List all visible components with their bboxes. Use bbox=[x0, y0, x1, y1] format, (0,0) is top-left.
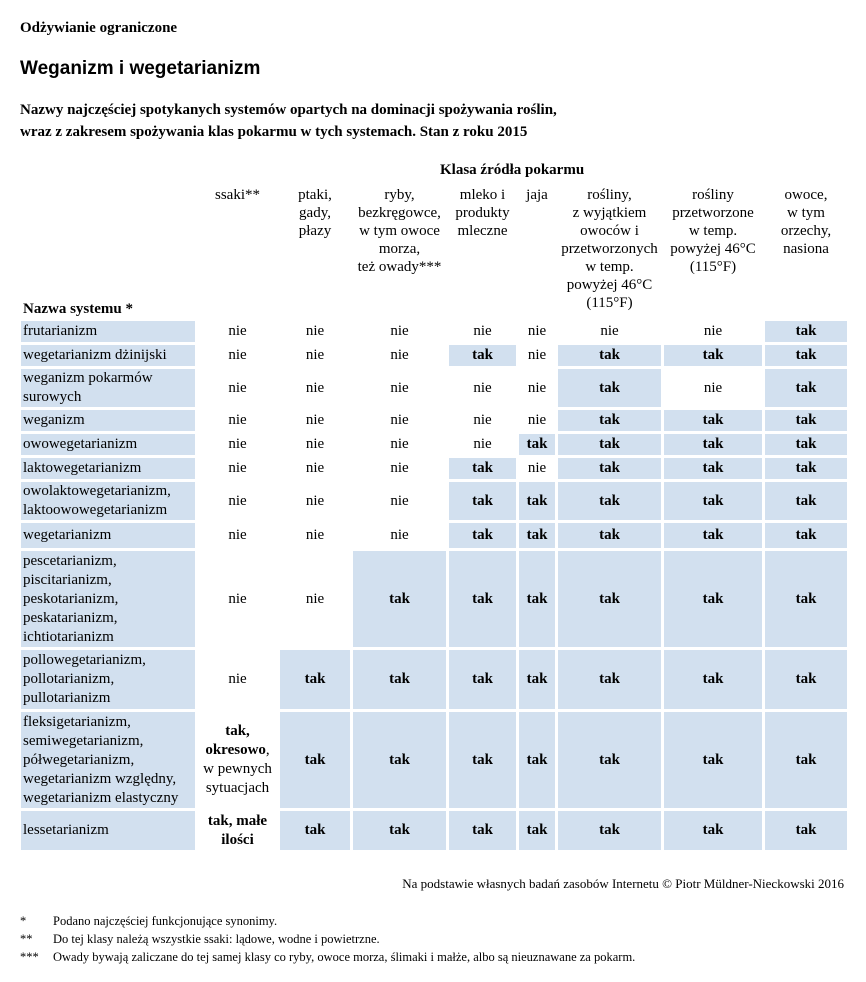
table-cell: tak bbox=[519, 551, 555, 647]
table-cell: tak bbox=[519, 811, 555, 850]
table-row bbox=[21, 551, 847, 647]
table-cell: tak bbox=[449, 811, 516, 850]
system-name: wegetarianizm dżinijski bbox=[21, 345, 195, 366]
table-cell: nie bbox=[449, 410, 516, 431]
table-cell: tak bbox=[519, 650, 555, 709]
column-header: owoce, w tym orzechy, nasiona bbox=[780, 187, 832, 257]
table-cell: tak bbox=[664, 811, 762, 850]
table-cell: tak bbox=[353, 712, 446, 808]
footnote-mark: ** bbox=[20, 932, 33, 946]
table-cell: tak bbox=[664, 712, 762, 808]
footnote-text: Podano najczęściej funkcjonujące synonimy. bbox=[53, 914, 278, 928]
table-cell: nie bbox=[280, 369, 350, 407]
column-header: ptaki, gady, płazy bbox=[298, 187, 332, 239]
footnote-text: Do tej klasy należą wszystkie ssaki: lądowe, wodne i powietrzne. bbox=[53, 932, 380, 946]
table-cell: nie bbox=[280, 434, 350, 455]
table-cell: tak bbox=[765, 650, 847, 709]
table-cell: tak bbox=[558, 712, 661, 808]
table-cell: nie bbox=[280, 410, 350, 431]
table-cell: nie bbox=[198, 551, 277, 647]
table-cell: tak bbox=[664, 410, 762, 431]
footnotes bbox=[20, 912, 635, 966]
column-header-name: Nazwa systemu * bbox=[23, 301, 133, 317]
system-name: owolaktowegetarianizm, laktoowowegetarianizm bbox=[21, 482, 195, 520]
table-cell: tak, okresowo, w pewnych sytuacjach bbox=[198, 712, 277, 808]
table-cell: tak bbox=[449, 458, 516, 479]
table-cell: tak bbox=[765, 434, 847, 455]
table-cell: tak bbox=[449, 551, 516, 647]
table-cell: nie bbox=[558, 321, 661, 342]
table-cell: nie bbox=[198, 345, 277, 366]
table-cell: tak bbox=[353, 811, 446, 850]
table-cell: nie bbox=[353, 345, 446, 366]
table-cell: tak bbox=[765, 551, 847, 647]
table-row bbox=[21, 345, 847, 366]
diet-table bbox=[18, 183, 850, 853]
table-cell: nie bbox=[280, 523, 350, 548]
table-row bbox=[21, 434, 847, 455]
table-cell: tak bbox=[558, 369, 661, 407]
table-cell: nie bbox=[198, 458, 277, 479]
table-cell: nie bbox=[198, 523, 277, 548]
table-cell: tak bbox=[449, 482, 516, 520]
column-header: jaja bbox=[526, 187, 548, 203]
table-cell: tak bbox=[765, 482, 847, 520]
table-cell: tak bbox=[664, 551, 762, 647]
table-row bbox=[21, 482, 847, 520]
column-header: ryby, bezkręgowce, w tym owoce morza, też owady*** bbox=[357, 187, 442, 275]
table-row bbox=[21, 811, 847, 850]
table-cell: nie bbox=[353, 369, 446, 407]
system-name: laktowegetarianizm bbox=[21, 458, 195, 479]
table-cell: tak bbox=[664, 650, 762, 709]
table-cell: nie bbox=[519, 345, 555, 366]
table-cell: nie bbox=[198, 410, 277, 431]
table-cell: nie bbox=[449, 321, 516, 342]
table-cell: tak bbox=[519, 712, 555, 808]
table-cell: nie bbox=[280, 321, 350, 342]
table-cell: tak bbox=[449, 345, 516, 366]
table-row bbox=[21, 458, 847, 479]
table-row bbox=[21, 410, 847, 431]
column-header: rośliny, z wyjątkiem owoców i przetworzonych w temp. powyżej 46°C (115°F) bbox=[561, 187, 658, 311]
table-cell: nie bbox=[353, 482, 446, 520]
table-cell: tak bbox=[558, 551, 661, 647]
table-row bbox=[21, 369, 847, 407]
table-cell: tak bbox=[664, 523, 762, 548]
table-cell: tak bbox=[664, 434, 762, 455]
table-cell: tak bbox=[280, 650, 350, 709]
table-cell: nie bbox=[198, 482, 277, 520]
table-caption bbox=[20, 99, 557, 143]
table-row bbox=[21, 650, 847, 709]
table-cell: nie bbox=[664, 321, 762, 342]
table-cell: tak bbox=[558, 482, 661, 520]
column-header: ssaki** bbox=[215, 187, 260, 203]
table-cell: tak bbox=[765, 811, 847, 850]
table-cell: tak bbox=[558, 434, 661, 455]
table-cell: nie bbox=[280, 551, 350, 647]
table-cell: tak bbox=[765, 410, 847, 431]
table-cell: tak bbox=[558, 523, 661, 548]
table-cell: tak bbox=[558, 458, 661, 479]
system-name: pollowegetarianizm, pollotarianizm, pullotarianizm bbox=[21, 650, 195, 709]
table-cell: tak bbox=[765, 458, 847, 479]
system-name: lessetarianizm bbox=[21, 811, 195, 850]
table-cell: tak bbox=[353, 551, 446, 647]
table-cell: nie bbox=[198, 369, 277, 407]
table-row bbox=[21, 712, 847, 808]
table-cell: tak bbox=[558, 345, 661, 366]
system-name: fleksigetarianizm, semiwegetarianizm, półwegetarianizm, wegetarianizm względny, wegetarianizm elastyczny bbox=[21, 712, 195, 808]
footnote bbox=[20, 948, 635, 966]
table-cell: tak bbox=[664, 482, 762, 520]
system-name: frutarianizm bbox=[21, 321, 195, 342]
system-name: weganizm bbox=[21, 410, 195, 431]
table-cell: nie bbox=[519, 369, 555, 407]
table-cell: tak bbox=[449, 650, 516, 709]
table-cell: nie bbox=[519, 458, 555, 479]
table-cell: tak bbox=[664, 345, 762, 366]
table-row bbox=[21, 321, 847, 342]
page-title: Weganizm i wegetarianizm bbox=[20, 58, 261, 79]
column-header: rośliny przetworzone w temp. powyżej 46°C (115°F) bbox=[670, 187, 756, 275]
column-header: mleko i produkty mleczne bbox=[455, 187, 510, 239]
table-cell: tak bbox=[765, 369, 847, 407]
table-cell: tak bbox=[280, 811, 350, 850]
table-cell: nie bbox=[280, 345, 350, 366]
table-row bbox=[21, 523, 847, 548]
table-cell: tak bbox=[353, 650, 446, 709]
table-cell: nie bbox=[198, 434, 277, 455]
table-cell: nie bbox=[280, 482, 350, 520]
table-cell: tak, małe ilości bbox=[198, 811, 277, 850]
table-cell: nie bbox=[353, 458, 446, 479]
footnote bbox=[20, 930, 635, 948]
table-cell: nie bbox=[449, 369, 516, 407]
footnote-mark: *** bbox=[20, 950, 39, 964]
table-cell: nie bbox=[664, 369, 762, 407]
section-overline: Odżywianie ograniczone bbox=[20, 20, 178, 36]
table-cell: nie bbox=[449, 434, 516, 455]
system-name: pescetarianizm, piscitarianizm, peskotarianizm, peskatarianizm, ichtiotarianizm bbox=[21, 551, 195, 647]
table-cell: tak bbox=[765, 712, 847, 808]
table-cell: nie bbox=[519, 321, 555, 342]
table-cell: tak bbox=[280, 712, 350, 808]
footnote-text: Owady bywają zaliczane do tej samej klasy co ryby, owoce morza, ślimaki i małże, albo są nieuznawane za pokarm. bbox=[53, 950, 636, 964]
table-cell: tak bbox=[519, 434, 555, 455]
system-name: weganizm pokarmów surowych bbox=[21, 369, 195, 407]
table-cell: nie bbox=[353, 434, 446, 455]
table-cell: tak bbox=[664, 458, 762, 479]
group-header: Klasa źródła pokarmu bbox=[440, 162, 585, 178]
table-cell: tak bbox=[558, 410, 661, 431]
table-cell: tak bbox=[519, 482, 555, 520]
system-name: wegetarianizm bbox=[21, 523, 195, 548]
caption-line: wraz z zakresem spożywania klas pokarmu w tych systemach. Stan z roku 2015 bbox=[20, 124, 528, 140]
source-note: Na podstawie własnych badań zasobów Internetu © Piotr Müldner-Nieckowski 2016 bbox=[402, 876, 844, 891]
table-cell: tak bbox=[765, 321, 847, 342]
table-cell: tak bbox=[558, 811, 661, 850]
table-cell: tak bbox=[558, 650, 661, 709]
table-cell: nie bbox=[280, 458, 350, 479]
table-cell: tak bbox=[765, 345, 847, 366]
table-cell: tak bbox=[519, 523, 555, 548]
table-cell: nie bbox=[198, 650, 277, 709]
system-name: owowegetarianizm bbox=[21, 434, 195, 455]
table-cell: nie bbox=[353, 410, 446, 431]
table-cell: nie bbox=[519, 410, 555, 431]
table-cell: nie bbox=[353, 321, 446, 342]
table-cell: nie bbox=[353, 523, 446, 548]
table-cell: nie bbox=[198, 321, 277, 342]
footnote bbox=[20, 912, 635, 930]
table-cell: tak bbox=[765, 523, 847, 548]
footnote-mark: * bbox=[20, 914, 27, 928]
table-cell: tak bbox=[449, 523, 516, 548]
table-cell: tak bbox=[449, 712, 516, 808]
caption-line: Nazwy najczęściej spotykanych systemów opartych na dominacji spożywania roślin, bbox=[20, 102, 557, 118]
